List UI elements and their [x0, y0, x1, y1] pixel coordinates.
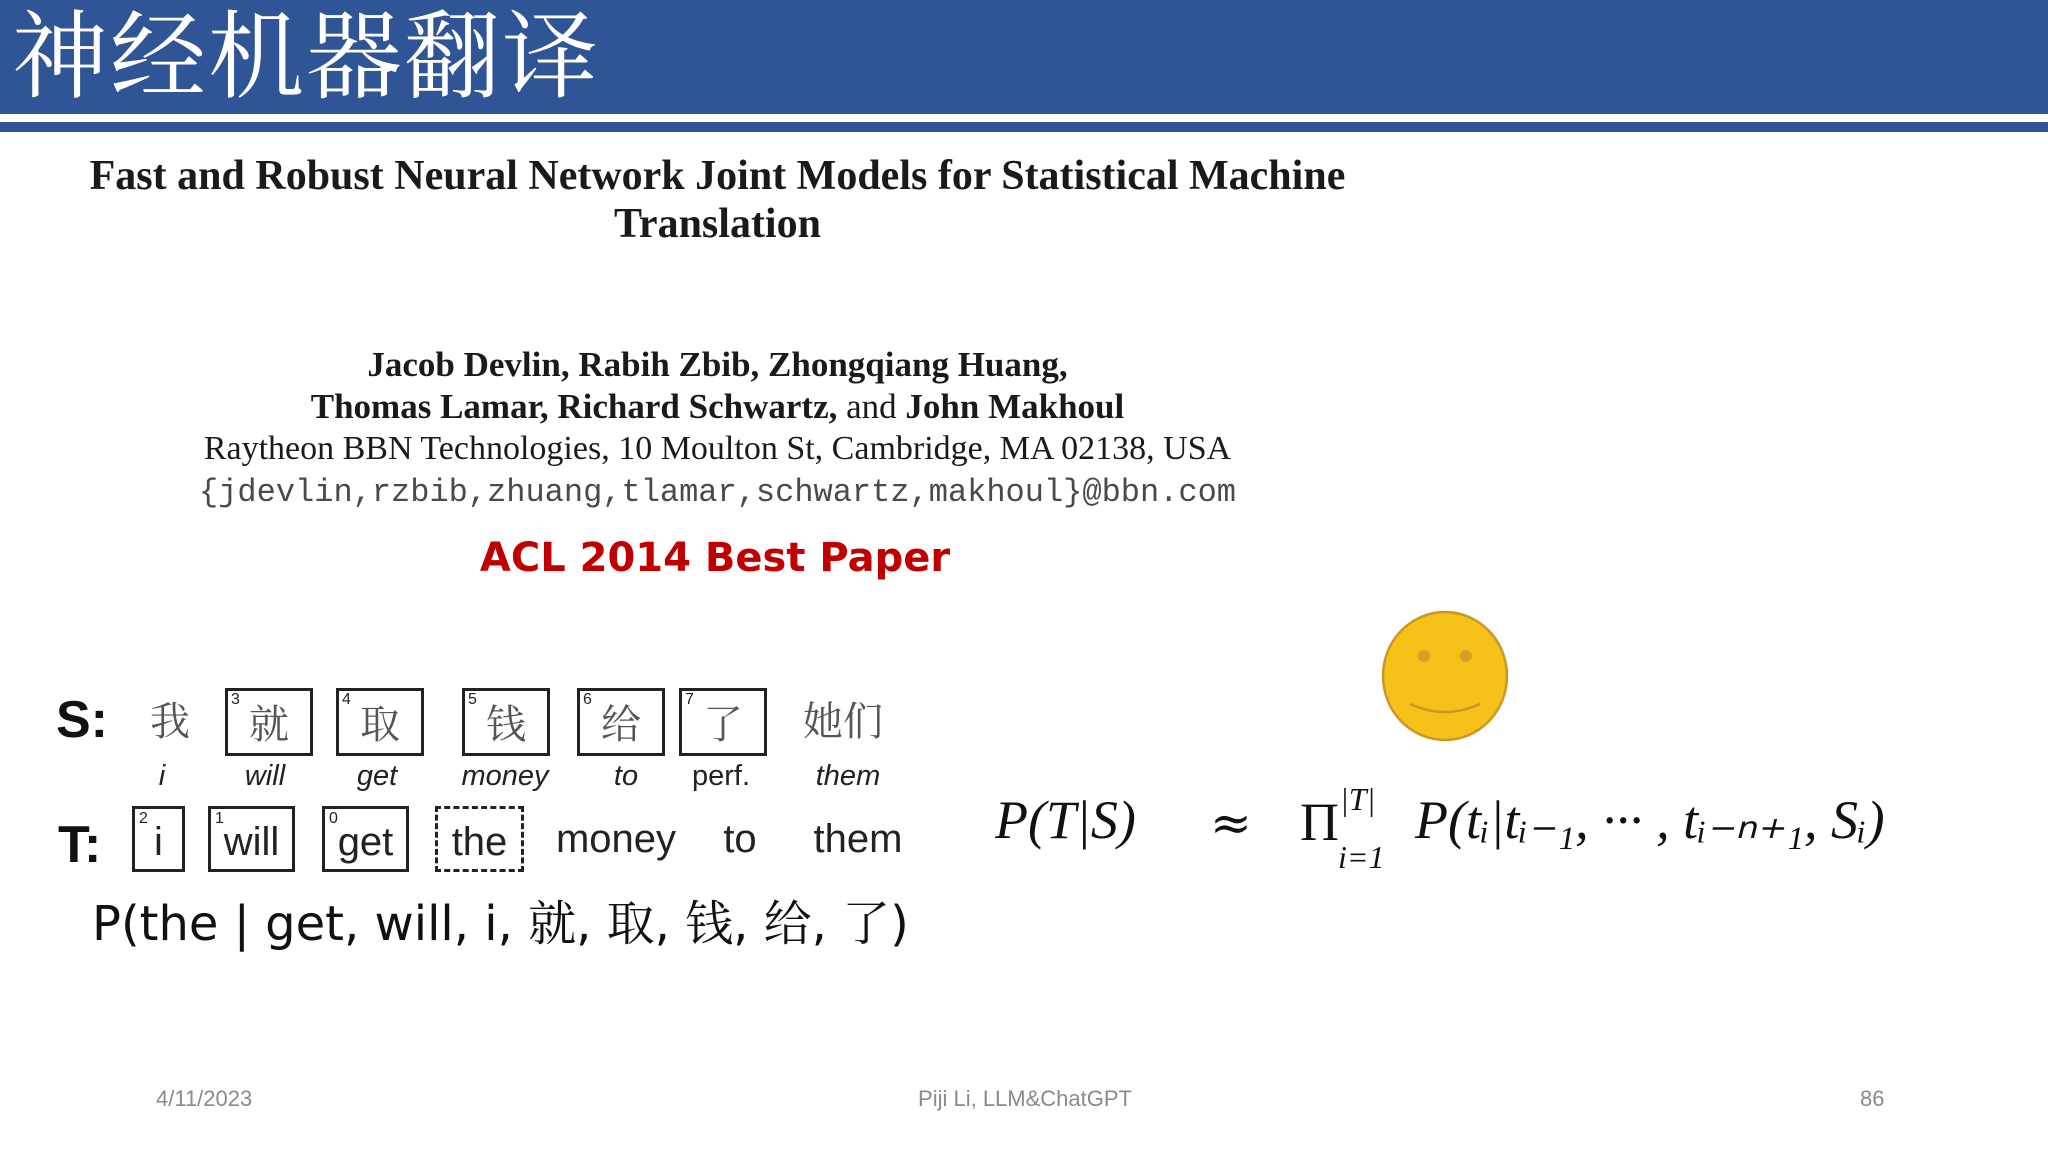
target-word-text: the — [451, 820, 508, 864]
source-gloss: money — [461, 760, 549, 792]
header-divider — [0, 122, 2048, 132]
source-word — [462, 688, 550, 756]
footer-page-number: 86 — [1860, 1086, 1885, 1111]
target-word-text: money — [555, 817, 677, 861]
target-word — [808, 806, 908, 872]
source-word-index: 4 — [342, 691, 351, 708]
source-word-index: 6 — [583, 691, 592, 708]
target-word-index: 1 — [215, 810, 224, 827]
source-word-index: 5 — [468, 691, 477, 708]
probability-expression: P(the | get, will, i, 就, 取, 钱, 给, 了) — [92, 896, 909, 952]
footer-author: Piji Li, LLM&ChatGPT — [918, 1086, 1132, 1111]
source-gloss: to — [613, 760, 639, 792]
formula-product-upper: |T| — [1340, 781, 1376, 817]
formula-rhs: P(tᵢ|tᵢ₋₁, ··· , tᵢ₋ₙ₊₁, Sᵢ) — [1415, 790, 1885, 850]
formula-approx: ≈ — [1210, 794, 1252, 852]
target-word-text: to — [723, 817, 757, 861]
source-gloss: perf. — [691, 760, 751, 792]
source-word-text: 取 — [360, 702, 400, 748]
target-word — [132, 806, 185, 872]
target-word — [322, 806, 409, 872]
target-word — [714, 806, 766, 872]
formula-lhs: P(T|S) — [995, 790, 1136, 850]
source-word — [225, 688, 313, 756]
source-word-index: 7 — [685, 691, 694, 708]
footer-date: 4/11/2023 — [156, 1086, 253, 1111]
source-gloss: them — [815, 760, 881, 792]
paper-title-line1: Fast and Robust Neural Network Joint Models for Statistical Machine — [89, 153, 1346, 199]
source-word-index: 3 — [231, 691, 240, 708]
paper-title — [30, 152, 1405, 248]
target-word — [548, 806, 684, 872]
source-gloss: get — [356, 760, 398, 792]
source-word-text: 钱 — [486, 702, 526, 748]
source-word-text: 给 — [601, 702, 641, 748]
target-word — [435, 806, 524, 872]
award-label: ACL 2014 Best Paper — [479, 535, 951, 581]
source-word — [797, 688, 889, 756]
source-gloss: i — [158, 760, 166, 792]
source-word — [336, 688, 424, 756]
source-word — [126, 688, 214, 756]
authors-line2-b: John Makhoul — [905, 387, 1125, 426]
target-label: T: — [58, 816, 102, 874]
target-word-text: will — [223, 820, 280, 864]
nnjm-formula — [995, 770, 2005, 880]
source-word-text: 她们 — [803, 699, 883, 745]
source-label: S: — [56, 691, 108, 749]
authors-line2-and: and — [837, 387, 906, 426]
source-word-text: 就 — [249, 702, 289, 748]
paper-affiliation: Raytheon BBN Technologies, 10 Moulton St, Cambridge, MA 02138, USA — [203, 430, 1232, 467]
target-word-index: 0 — [329, 810, 338, 827]
formula-product-symbol: Π — [1300, 792, 1339, 852]
source-word — [679, 688, 767, 756]
formula-product-lower: i=1 — [1338, 839, 1385, 875]
target-word-text: get — [337, 820, 394, 864]
target-word-index: 2 — [139, 810, 148, 827]
target-word-text: them — [813, 817, 903, 861]
source-gloss: will — [244, 760, 286, 792]
authors-line1: Jacob Devlin, Rabih Zbib, Zhongqiang Huang, — [367, 345, 1068, 384]
paper-emails: {jdevlin,rzbib,zhuang,tlamar,schwartz,makhoul}@bbn.com — [199, 474, 1236, 511]
paper-title-line2: Translation — [614, 201, 821, 247]
authors-line2 — [80, 386, 1355, 428]
paper-authors — [80, 344, 1355, 428]
source-word-text: 我 — [150, 699, 190, 745]
target-word — [208, 806, 295, 872]
slide-title: 神经机器翻译 — [12, 1, 600, 113]
source-word — [577, 688, 665, 756]
target-word-text: i — [154, 820, 163, 864]
source-word-text: 了 — [703, 702, 743, 748]
smiley-face-icon — [1380, 608, 1510, 744]
authors-line2-a: Thomas Lamar, Richard Schwartz, — [310, 387, 838, 426]
